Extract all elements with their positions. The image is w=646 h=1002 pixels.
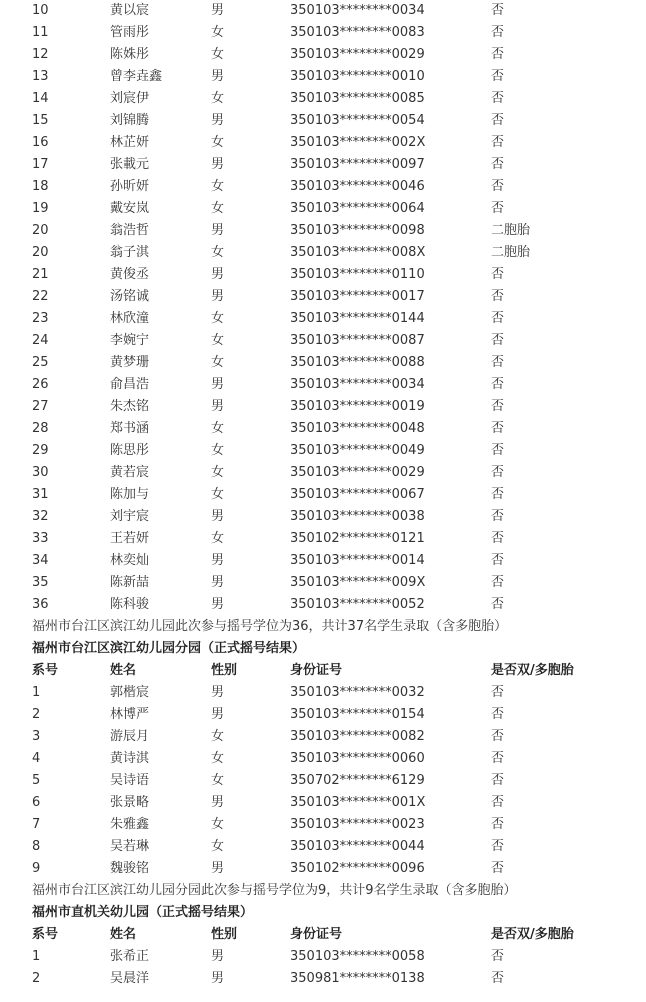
table-row	[0, 110, 646, 132]
table-row	[0, 726, 646, 748]
cell-twins: 否	[491, 399, 505, 414]
cell-name: 张希正	[110, 949, 150, 964]
cell-id: 350103********0058	[290, 949, 425, 964]
table-row	[0, 330, 646, 352]
cell-id: 350103********0054	[290, 113, 425, 128]
table-row	[0, 462, 646, 484]
cell-no: 27	[32, 399, 49, 414]
cell-name: 林博严	[110, 707, 150, 722]
table-row	[0, 22, 646, 44]
table-row	[0, 220, 646, 242]
cell-no: 1	[32, 685, 41, 700]
cell-name: 刘宇宸	[110, 509, 150, 524]
cell-id: 350103********0154	[290, 707, 425, 722]
table-row	[0, 66, 646, 88]
cell-no: 23	[32, 311, 49, 326]
cell-gender: 男	[211, 795, 225, 810]
cell-twins: 否	[491, 179, 505, 194]
table-row	[0, 286, 646, 308]
cell-twins: 二胞胎	[491, 223, 531, 238]
cell-name: 张景略	[110, 795, 150, 810]
cell-name: 黄以宸	[110, 3, 150, 18]
cell-twins: 否	[491, 267, 505, 282]
cell-name: 黄俊丞	[110, 267, 150, 282]
cell-id: 350103********009X	[290, 575, 426, 590]
cell-id: 350103********0052	[290, 597, 425, 612]
cell-id: 350102********0121	[290, 531, 425, 546]
cell-gender: 女	[211, 817, 225, 832]
cell-no: 34	[32, 553, 49, 568]
cell-twins: 否	[491, 25, 505, 40]
cell-id: 350103********0046	[290, 179, 425, 194]
cell-gender: 男	[211, 685, 225, 700]
cell-name: 朱雅鑫	[110, 817, 150, 832]
cell-gender: 女	[211, 201, 225, 216]
cell-gender: 女	[211, 839, 225, 854]
table-row	[0, 550, 646, 572]
cell-twins: 否	[491, 751, 505, 766]
cell-name: 陈思彤	[110, 443, 150, 458]
cell-name: 孙昕妍	[110, 179, 150, 194]
table-row	[0, 506, 646, 528]
cell-twins: 否	[491, 465, 505, 480]
table-row	[0, 858, 646, 880]
cell-no: 4	[32, 751, 41, 766]
cell-no: 19	[32, 201, 49, 216]
cell-twins: 否	[491, 795, 505, 810]
cell-twins: 否	[491, 377, 505, 392]
cell-no: 16	[32, 135, 49, 150]
cell-twins: 否	[491, 949, 505, 964]
cell-no: 28	[32, 421, 49, 436]
cell-gender: 女	[211, 311, 225, 326]
table-row	[0, 484, 646, 506]
cell-gender: 男	[211, 707, 225, 722]
cell-twins: 否	[491, 289, 505, 304]
cell-no: 5	[32, 773, 41, 788]
table-row	[0, 682, 646, 704]
cell-gender: 女	[211, 465, 225, 480]
cell-id: 350103********0032	[290, 685, 425, 700]
cell-twins: 否	[491, 421, 505, 436]
table-row	[0, 176, 646, 198]
header-twins: 是否双/多胞胎	[491, 927, 574, 942]
header-no: 系号	[32, 663, 59, 678]
cell-no: 36	[32, 597, 49, 612]
cell-twins: 否	[491, 971, 505, 986]
section3-table	[0, 946, 646, 990]
header-name: 姓名	[110, 927, 137, 942]
cell-id: 350981********0138	[290, 971, 425, 986]
cell-id: 350103********0083	[290, 25, 425, 40]
cell-gender: 女	[211, 91, 225, 106]
section2-summary: 福州市台江区滨江幼儿园分园此次参与摇号学位为9，共计9名学生录取（含多胞胎）	[32, 883, 517, 898]
cell-name: 林欣潼	[110, 311, 150, 326]
cell-id: 350702********6129	[290, 773, 425, 788]
section3-header-row	[0, 924, 646, 946]
cell-gender: 男	[211, 949, 225, 964]
table-row	[0, 264, 646, 286]
cell-id: 350103********002X	[290, 135, 426, 150]
table-row	[0, 132, 646, 154]
cell-gender: 女	[211, 751, 225, 766]
table-row	[0, 594, 646, 616]
cell-no: 21	[32, 267, 49, 282]
cell-no: 12	[32, 47, 49, 62]
cell-name: 吴若琳	[110, 839, 150, 854]
cell-twins: 否	[491, 135, 505, 150]
cell-id: 350103********0034	[290, 3, 425, 18]
cell-gender: 男	[211, 553, 225, 568]
cell-name: 吴诗语	[110, 773, 150, 788]
cell-twins: 否	[491, 113, 505, 128]
cell-id: 350103********0014	[290, 553, 425, 568]
cell-name: 陈加与	[110, 487, 150, 502]
cell-gender: 男	[211, 377, 225, 392]
table-row	[0, 88, 646, 110]
cell-id: 350103********0034	[290, 377, 425, 392]
table-row	[0, 154, 646, 176]
section2-title: 福州市台江区滨江幼儿园分园（正式摇号结果）	[32, 641, 306, 656]
cell-gender: 女	[211, 421, 225, 436]
cell-gender: 男	[211, 861, 225, 876]
cell-name: 郑书涵	[110, 421, 150, 436]
cell-no: 20	[32, 245, 49, 260]
cell-id: 350103********0029	[290, 47, 425, 62]
cell-twins: 否	[491, 553, 505, 568]
cell-gender: 男	[211, 289, 225, 304]
cell-id: 350103********0144	[290, 311, 425, 326]
cell-gender: 男	[211, 267, 225, 282]
table-row	[0, 704, 646, 726]
section2-header-row	[0, 660, 646, 682]
cell-id: 350103********0023	[290, 817, 425, 832]
header-name: 姓名	[110, 663, 137, 678]
cell-no: 3	[32, 729, 41, 744]
cell-name: 翁浩哲	[110, 223, 150, 238]
cell-id: 350103********0038	[290, 509, 425, 524]
cell-twins: 二胞胎	[491, 245, 531, 260]
cell-name: 陈新喆	[110, 575, 150, 590]
cell-no: 8	[32, 839, 41, 854]
cell-name: 黄梦珊	[110, 355, 150, 370]
cell-no: 11	[32, 25, 49, 40]
cell-twins: 否	[491, 333, 505, 348]
cell-gender: 男	[211, 597, 225, 612]
table-row	[0, 198, 646, 220]
cell-gender: 女	[211, 531, 225, 546]
cell-id: 350103********0087	[290, 333, 425, 348]
cell-twins: 否	[491, 773, 505, 788]
cell-gender: 男	[211, 575, 225, 590]
table-row	[0, 968, 646, 990]
table-row	[0, 748, 646, 770]
cell-twins: 否	[491, 157, 505, 172]
cell-no: 25	[32, 355, 49, 370]
table-row	[0, 374, 646, 396]
cell-no: 30	[32, 465, 49, 480]
table-row	[0, 242, 646, 264]
cell-name: 黄诗淇	[110, 751, 150, 766]
cell-no: 14	[32, 91, 49, 106]
cell-gender: 男	[211, 971, 225, 986]
cell-gender: 女	[211, 729, 225, 744]
table-row	[0, 418, 646, 440]
cell-no: 24	[32, 333, 49, 348]
table-row	[0, 396, 646, 418]
cell-gender: 男	[211, 157, 225, 172]
cell-id: 350103********0029	[290, 465, 425, 480]
table-row	[0, 308, 646, 330]
cell-id: 350103********008X	[290, 245, 426, 260]
cell-name: 林芷妍	[110, 135, 150, 150]
table-row	[0, 528, 646, 550]
header-gender: 性别	[211, 927, 238, 942]
cell-name: 陈姝彤	[110, 47, 150, 62]
cell-name: 吴晨洋	[110, 971, 150, 986]
cell-no: 32	[32, 509, 49, 524]
header-twins: 是否双/多胞胎	[491, 663, 574, 678]
cell-id: 350103********0019	[290, 399, 425, 414]
cell-no: 9	[32, 861, 41, 876]
cell-id: 350103********0017	[290, 289, 425, 304]
cell-name: 陈科骏	[110, 597, 150, 612]
cell-id: 350103********0048	[290, 421, 425, 436]
table-row	[0, 770, 646, 792]
cell-no: 17	[32, 157, 49, 172]
cell-no: 33	[32, 531, 49, 546]
cell-name: 王若妍	[110, 531, 150, 546]
cell-gender: 女	[211, 135, 225, 150]
cell-id: 350103********0085	[290, 91, 425, 106]
cell-twins: 否	[491, 509, 505, 524]
cell-name: 张載元	[110, 157, 150, 172]
table-row	[0, 836, 646, 858]
cell-gender: 男	[211, 113, 225, 128]
table-row	[0, 792, 646, 814]
cell-gender: 女	[211, 773, 225, 788]
cell-twins: 否	[491, 685, 505, 700]
section1-summary: 福州市台江区滨江幼儿园此次参与摇号学位为36，共计37名学生录取（含多胞胎）	[32, 619, 508, 634]
cell-gender: 女	[211, 333, 225, 348]
cell-name: 朱杰铭	[110, 399, 150, 414]
cell-id: 350103********0010	[290, 69, 425, 84]
cell-no: 15	[32, 113, 49, 128]
cell-gender: 女	[211, 355, 225, 370]
cell-name: 管雨彤	[110, 25, 150, 40]
cell-twins: 否	[491, 861, 505, 876]
cell-gender: 男	[211, 399, 225, 414]
cell-id: 350103********0044	[290, 839, 425, 854]
cell-gender: 女	[211, 179, 225, 194]
cell-no: 7	[32, 817, 41, 832]
cell-name: 曾李垚鑫	[110, 69, 163, 84]
cell-id: 350103********0110	[290, 267, 425, 282]
cell-twins: 否	[491, 531, 505, 546]
cell-id: 350103********0067	[290, 487, 425, 502]
cell-name: 刘锦腾	[110, 113, 150, 128]
cell-gender: 男	[211, 69, 225, 84]
cell-id: 350102********0096	[290, 861, 425, 876]
cell-id: 350103********0060	[290, 751, 425, 766]
cell-no: 22	[32, 289, 49, 304]
cell-id: 350103********001X	[290, 795, 426, 810]
cell-gender: 女	[211, 487, 225, 502]
cell-no: 1	[32, 949, 41, 964]
cell-twins: 否	[491, 91, 505, 106]
cell-no: 10	[32, 3, 49, 18]
cell-twins: 否	[491, 355, 505, 370]
header-id: 身份证号	[290, 663, 343, 678]
cell-twins: 否	[491, 311, 505, 326]
cell-no: 2	[32, 971, 41, 986]
cell-no: 29	[32, 443, 49, 458]
cell-no: 35	[32, 575, 49, 590]
cell-gender: 男	[211, 509, 225, 524]
cell-id: 350103********0049	[290, 443, 425, 458]
cell-id: 350103********0097	[290, 157, 425, 172]
cell-no: 2	[32, 707, 41, 722]
cell-gender: 女	[211, 25, 225, 40]
table-row	[0, 44, 646, 66]
cell-id: 350103********0064	[290, 201, 425, 216]
cell-gender: 女	[211, 443, 225, 458]
cell-gender: 女	[211, 47, 225, 62]
cell-no: 26	[32, 377, 49, 392]
header-gender: 性别	[211, 663, 238, 678]
cell-name: 俞昌浩	[110, 377, 150, 392]
cell-twins: 否	[491, 3, 505, 18]
cell-twins: 否	[491, 817, 505, 832]
cell-twins: 否	[491, 729, 505, 744]
cell-name: 李婉宁	[110, 333, 150, 348]
cell-twins: 否	[491, 69, 505, 84]
header-no: 系号	[32, 927, 59, 942]
cell-name: 黄若宸	[110, 465, 150, 480]
cell-name: 汤铭诚	[110, 289, 150, 304]
cell-no: 20	[32, 223, 49, 238]
table-row	[0, 572, 646, 594]
cell-name: 刘宸伊	[110, 91, 150, 106]
cell-gender: 男	[211, 3, 225, 18]
cell-name: 游辰月	[110, 729, 150, 744]
cell-id: 350103********0082	[290, 729, 425, 744]
cell-name: 戴安岚	[110, 201, 150, 216]
cell-twins: 否	[491, 597, 505, 612]
table-row	[0, 440, 646, 462]
cell-id: 350103********0098	[290, 223, 425, 238]
cell-name: 郭楷宸	[110, 685, 150, 700]
cell-name: 翁子淇	[110, 245, 150, 260]
table-row	[0, 352, 646, 374]
section2-table	[0, 682, 646, 880]
cell-no: 13	[32, 69, 49, 84]
cell-id: 350103********0088	[290, 355, 425, 370]
cell-name: 魏骏铭	[110, 861, 150, 876]
cell-twins: 否	[491, 575, 505, 590]
table-row	[0, 946, 646, 968]
cell-twins: 否	[491, 47, 505, 62]
cell-no: 6	[32, 795, 41, 810]
cell-no: 18	[32, 179, 49, 194]
table-row	[0, 0, 646, 22]
section3-title: 福州市直机关幼儿园（正式摇号结果）	[32, 905, 254, 920]
cell-twins: 否	[491, 443, 505, 458]
cell-gender: 男	[211, 223, 225, 238]
cell-gender: 女	[211, 245, 225, 260]
cell-twins: 否	[491, 839, 505, 854]
cell-twins: 否	[491, 201, 505, 216]
table-row	[0, 814, 646, 836]
cell-twins: 否	[491, 707, 505, 722]
cell-twins: 否	[491, 487, 505, 502]
cell-name: 林奕灿	[110, 553, 150, 568]
cell-no: 31	[32, 487, 49, 502]
header-id: 身份证号	[290, 927, 343, 942]
